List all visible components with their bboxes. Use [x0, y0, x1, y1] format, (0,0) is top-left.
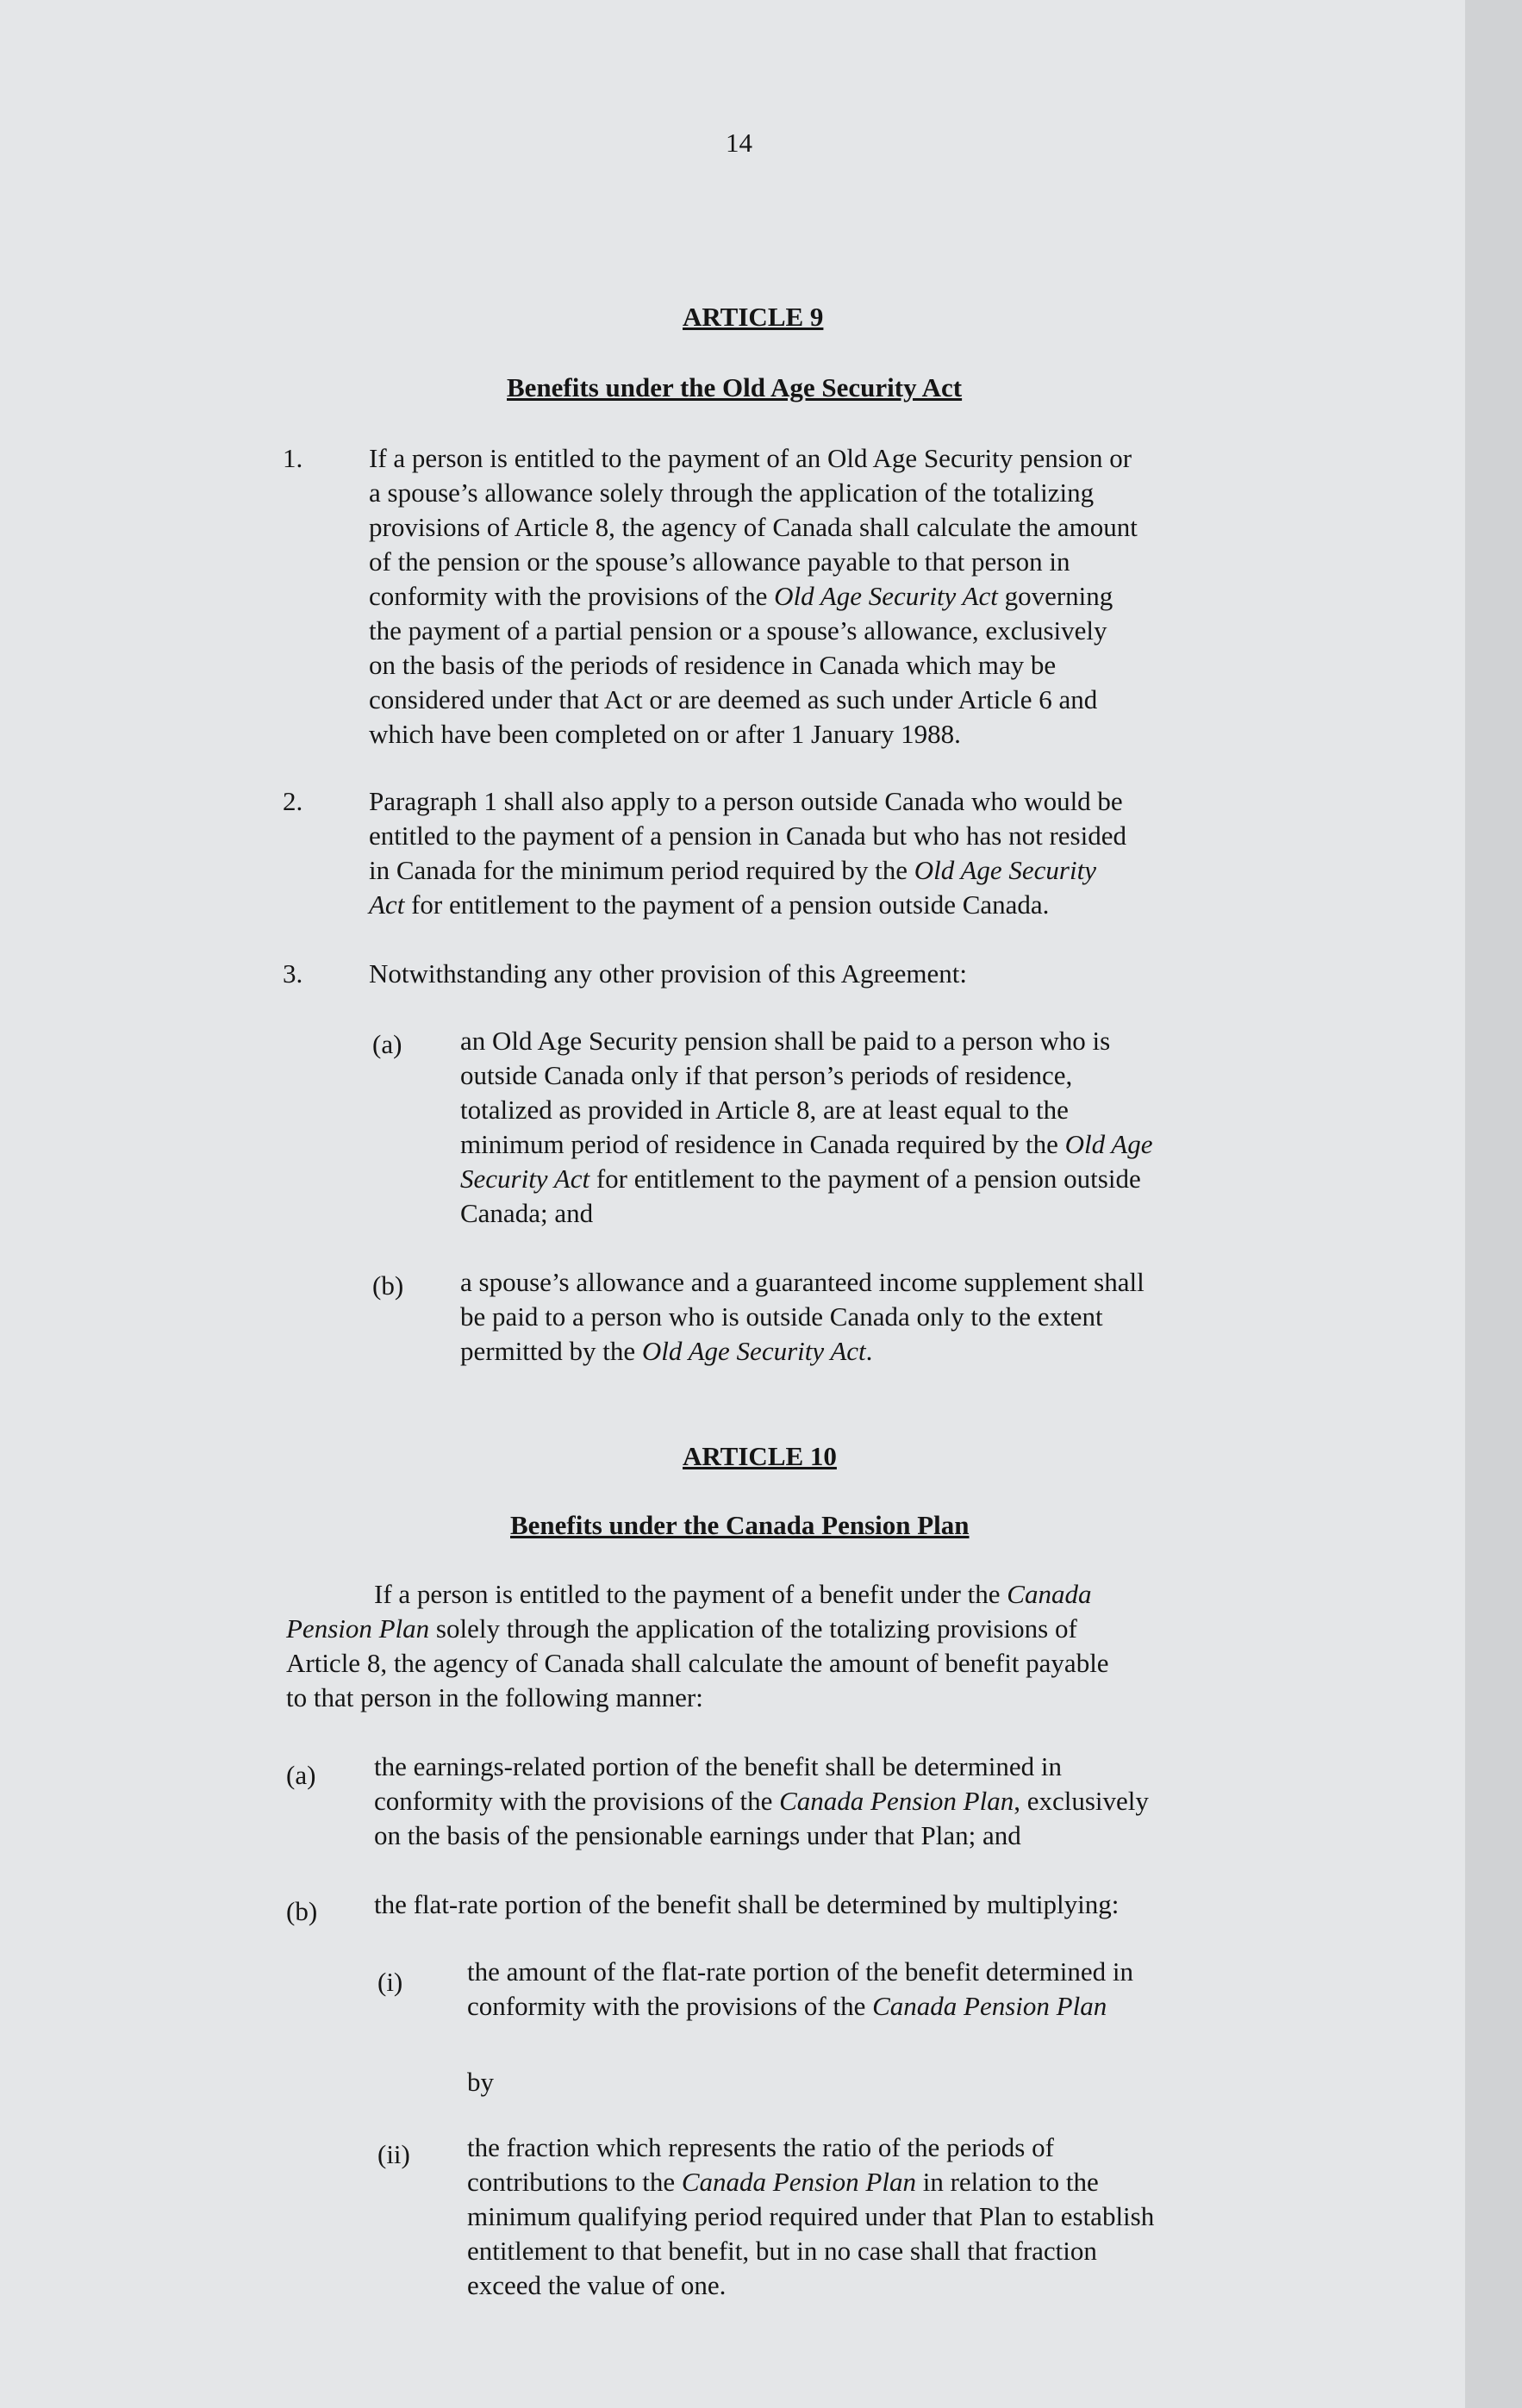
subparagraph-line: a spouse’s allowance and a guaranteed income supplement shall: [460, 1267, 1145, 1297]
act-title: Canada Pension Plan: [681, 2167, 916, 2197]
clause-line: entitlement to that benefit, but in no case shall that fraction: [467, 2236, 1097, 2266]
paragraph-line: the payment of a partial pension or a spouse’s allowance, exclusively: [369, 615, 1107, 646]
clause-line: contributions to the Canada Pension Plan in relation to the: [467, 2167, 1099, 2197]
subparagraph-line: Canada; and: [460, 1198, 594, 1228]
subparagraph-line: totalized as provided in Article 8, are at least equal to the: [460, 1095, 1069, 1125]
clause-line: exceed the value of one.: [467, 2270, 727, 2300]
article-10-heading: ARTICLE 10: [683, 1441, 837, 1471]
paragraph-line: to that person in the following manner:: [286, 1682, 703, 1712]
paragraph-line: of the pension or the spouse’s allowance payable to that person in: [369, 546, 1070, 577]
act-title: Canada Pension Plan: [872, 1991, 1107, 2021]
act-title: Canada Pension Plan: [779, 1786, 1014, 1816]
act-title: Act: [369, 889, 405, 920]
subparagraph-line: the earnings-related portion of the benefit shall be determined in: [374, 1751, 1062, 1781]
paragraph-number: 2.: [283, 786, 303, 816]
subparagraph-line: conformity with the provisions of the Canada Pension Plan, exclusively: [374, 1786, 1149, 1816]
act-title: Old Age: [1064, 1129, 1153, 1159]
clause-line: minimum qualifying period required under that Plan to establish: [467, 2201, 1155, 2231]
paragraph-line: provisions of Article 8, the agency of Canada shall calculate the amount: [369, 512, 1138, 542]
clause-line: conformity with the provisions of the Canada Pension Plan: [467, 1991, 1107, 2021]
paragraph-line: Act for entitlement to the payment of a pension outside Canada.: [369, 889, 1050, 920]
page-number: 14: [726, 128, 752, 158]
subparagraph-label: (a): [286, 1760, 316, 1790]
paragraph-line: considered under that Act or are deemed as such under Article 6 and: [369, 684, 1098, 714]
act-title: Old Age Security Act: [641, 1336, 866, 1366]
paragraph-line: in Canada for the minimum period required by the Old Age Security: [369, 855, 1096, 885]
act-title: Pension Plan: [286, 1613, 430, 1644]
paragraph-line: Paragraph 1 shall also apply to a person outside Canada who would be: [369, 786, 1123, 816]
act-title: Old Age Security: [914, 855, 1096, 885]
paragraph-number: 1.: [283, 443, 303, 473]
subparagraph-line: minimum period of residence in Canada required by the Old Age: [460, 1129, 1153, 1159]
subparagraph-line: an Old Age Security pension shall be paid to a person who is: [460, 1026, 1111, 1056]
act-title: Security Act: [460, 1163, 590, 1194]
subparagraph-label: (b): [372, 1270, 404, 1301]
page-edge: [1465, 0, 1522, 2408]
paragraph-line: If a person is entitled to the payment of a benefit under the Canada: [374, 1579, 1092, 1609]
subparagraph-line: be paid to a person who is outside Canada only to the extent: [460, 1301, 1103, 1332]
subparagraph-label: (b): [286, 1896, 318, 1926]
act-title: Canada: [1007, 1579, 1092, 1609]
clause-line: the amount of the flat-rate portion of the benefit determined in: [467, 1956, 1134, 1987]
clause-line: the fraction which represents the ratio of the periods of: [467, 2132, 1054, 2162]
subparagraph-line: permitted by the Old Age Security Act.: [460, 1336, 873, 1366]
paragraph-line: Notwithstanding any other provision of this Agreement:: [369, 958, 967, 989]
article-9-subheading: Benefits under the Old Age Security Act: [507, 372, 963, 402]
clause-label: (i): [377, 1967, 403, 1997]
subparagraph-line: outside Canada only if that person’s periods of residence,: [460, 1060, 1073, 1090]
paragraph-line: entitled to the payment of a pension in Canada but who has not resided: [369, 820, 1126, 851]
subparagraph-line: the flat-rate portion of the benefit shall be determined by multiplying:: [374, 1889, 1120, 1919]
subparagraph-label: (a): [372, 1029, 402, 1059]
article-9-heading: ARTICLE 9: [683, 302, 824, 332]
subparagraph-line: Security Act for entitlement to the payment of a pension outside: [460, 1163, 1141, 1194]
paragraph-number: 3.: [283, 958, 303, 989]
multiplier-word: by: [467, 2067, 494, 2097]
paragraph-line: Article 8, the agency of Canada shall calculate the amount of benefit payable: [286, 1648, 1109, 1678]
article-10-subheading: Benefits under the Canada Pension Plan: [510, 1510, 970, 1540]
act-title: Old Age Security Act: [774, 581, 998, 611]
paragraph-line: on the basis of the periods of residence in Canada which may be: [369, 650, 1057, 680]
paragraph-line: which have been completed on or after 1 January 1988.: [369, 719, 961, 749]
paragraph-line: a spouse’s allowance solely through the application of the totalizing: [369, 477, 1095, 508]
paragraph-line: conformity with the provisions of the Old Age Security Act governing: [369, 581, 1113, 611]
subparagraph-line: on the basis of the pensionable earnings under that Plan; and: [374, 1820, 1021, 1850]
paragraph-line: If a person is entitled to the payment of an Old Age Security pension or: [369, 443, 1132, 473]
paragraph-line: Pension Plan solely through the application of the totalizing provisions of: [286, 1613, 1077, 1644]
clause-label: (ii): [377, 2139, 410, 2169]
